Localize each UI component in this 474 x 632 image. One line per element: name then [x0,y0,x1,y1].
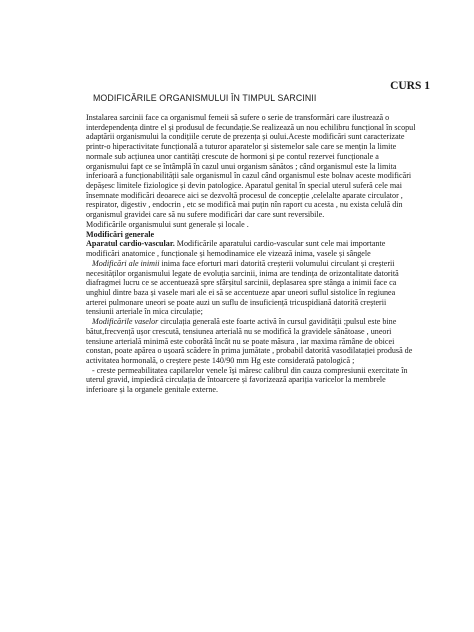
heart-text: inima face eforturi mari datorită creșterii volumului circulant și creșterii necesităților organismului legate de evoluția sarcinii, inima are tendința de orizontalitate datorită diafragmei lucru ce se accentuează spre sfârșitul sarcinii, deplasarea spre stânga a inimii face ca unghiul dintre baza și vasele mari ale ei să se accentueze apar uneori suflul sistolice în regiunea arterei pulmonare uneori se poate auzi un suflu de insuficiență tricuspidiană datorită creșterii tensiunii arteriale în mica circulație; [86,258,399,317]
course-header: CURS 1 [390,80,430,92]
capillaries-paragraph: - creste permeabilitatea capilarelor venele își măresc calibrul din cauza compresiunii exercitate în uterul gravid, impiedică circulația de întoarcere și favorizează apariția varicelor la membrele inferioare și la organele genitale externe. [86,365,408,395]
intro-paragraph: Instalarea sarcinii face ca organismul femeii să sufere o serie de transformări care ilustrează o interdependența dintre el și produsul de fecundație.Se realizează un nou echilibru funcțional în scopul adaptării organismului la condițiile cerute de prezența și oului.Aceste modificări sunt caracterizate printr-o hiperactivitate funcțională a tuturor aparatelor și sistemelor sale care se mențin la limite normale sub acțiunea unor cantități crescute de hormoni și pe contul rezervei funcționale a organismului fapt ce se întâmplă în cazul unui organism sănătos ; când organismul este la limita inferioară a funcționabilității sale organismul în cazul când organismul este bolnav aceste modificări depășesc limitele fiziologice și devin patologice. Aparatul genital în special uterul suferă cele mai însemnate modificări deoarece aici se dezvoltă procesul de concepție ,celelalte aparate circulator , respirator, digestiv , endocrin , etc se modifică mai puțin nîn raport cu acesta , nu exista celulă din organismul gravidei care să nu sufere modificări dar care sunt reversibile. [86,113,416,220]
heart-label: Modificări ale inimii [92,258,160,268]
cardio-paragraph [86,239,416,258]
vessels-label: Modificările vaselor [92,317,159,327]
section-heading: Modificări generale [86,229,155,239]
heart-paragraph [86,259,416,317]
cardio-text: Modificările aparatului cardio-vascular sunt cele mai importante modificări anatomice , funcționale și hemodinamice ele vizează inima, vasele și sângele [86,239,386,259]
document-body [86,113,416,395]
cardio-heading: Aparatul cardio-vascular. [86,239,175,249]
intro-tail: Modificările organismului sunt generale și locale . [86,219,249,229]
document-title: MODIFICĂRILE ORGANISMULUI ÎN TIMPUL SARCINII [93,93,317,103]
vessels-paragraph [86,317,416,366]
vessels-text: circulația generală este foarte activă în cursul gavidității ;pulsul este bine bătut,frecvență ușor crescută, tensiunea arterială nu se modifică la gravidele sănătoase , uneori tensiune arterială minimă este coborâtă încât nu se poate măsura , iar maxima rămâne de obicei constan, poate apărea o ușoară scădere în prima jumătate , probabil datorită vasodilatației produsă de activitatea hormonală, o creștere peste 140/90 mm Hg este considerată patologică ; [86,317,413,365]
